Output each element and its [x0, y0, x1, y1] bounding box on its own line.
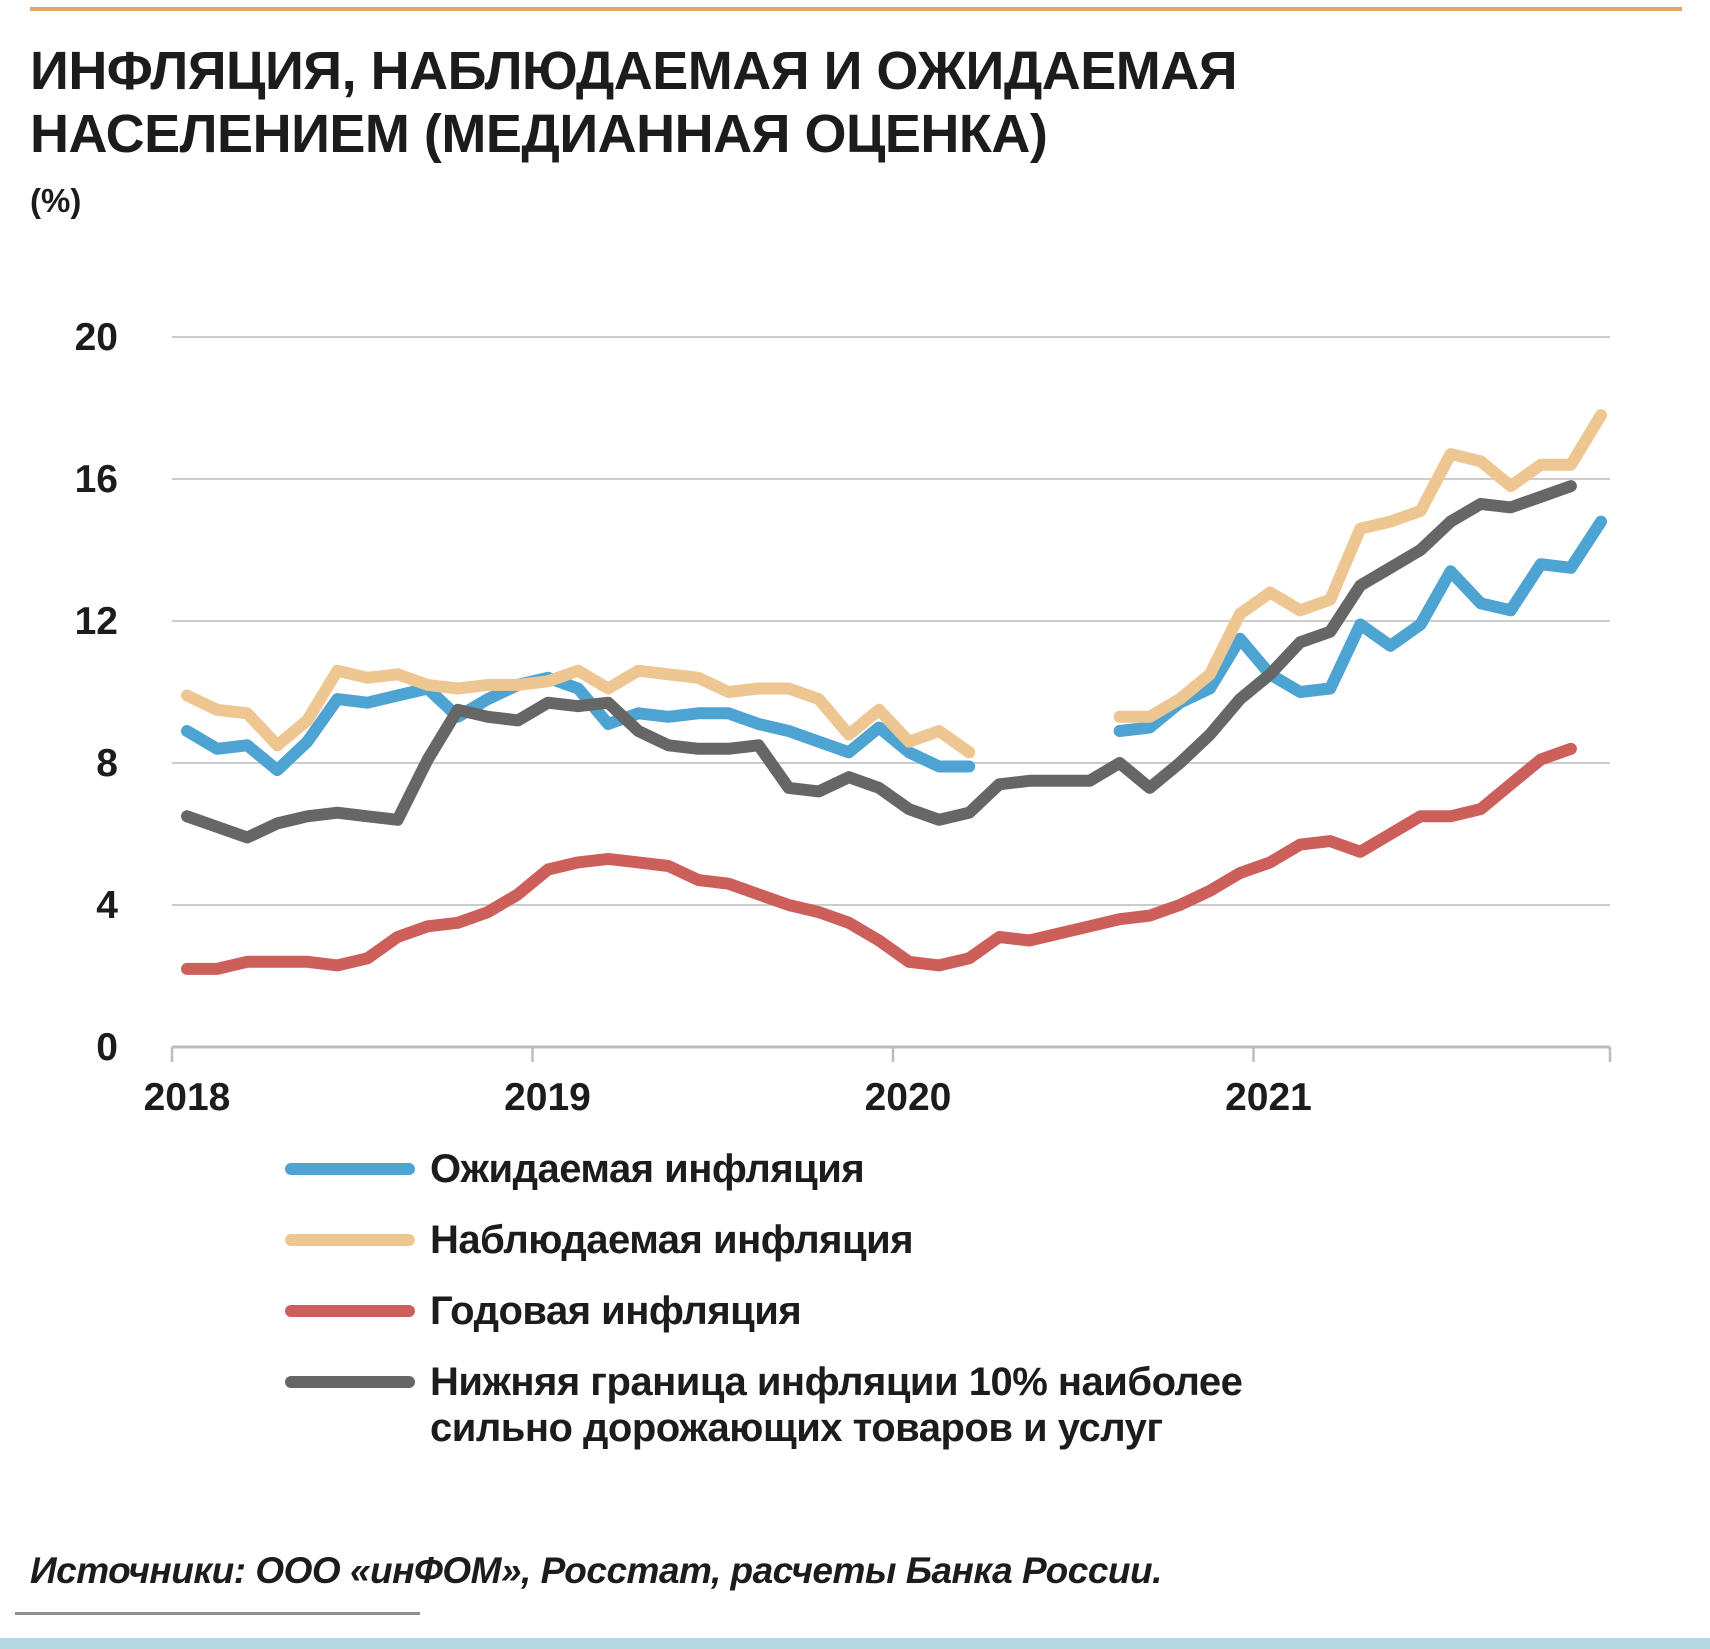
legend-item-observed: [285, 1217, 1385, 1263]
svg-text:4: 4: [96, 884, 118, 927]
legend-label-decile-bound: Нижняя граница инфляции 10% наиболее сильно дорожающих товаров и услуг: [430, 1360, 1243, 1450]
svg-text:20: 20: [74, 316, 118, 359]
legend-swatch-expected: [285, 1163, 415, 1175]
page-title-line1: ИНФЛЯЦИЯ, НАБЛЮДАЕМАЯ И ОЖИДАЕМАЯ: [30, 41, 1238, 101]
svg-text:8: 8: [96, 742, 118, 785]
legend-label-expected: Ожидаемая инфляция: [430, 1147, 865, 1191]
source-underline: [15, 1612, 420, 1615]
svg-text:0: 0: [96, 1026, 118, 1069]
unit-label: (%): [30, 182, 82, 219]
svg-text:2021: 2021: [1225, 1076, 1312, 1119]
svg-text:2020: 2020: [864, 1076, 952, 1119]
legend-item-expected: [285, 1146, 1385, 1192]
legend-label-annual: Годовая инфляция: [430, 1289, 802, 1333]
chart-legend: [285, 1146, 1385, 1476]
page-title-line2: НАСЕЛЕНИЕМ (МЕДИАННАЯ ОЦЕНКА): [30, 103, 1048, 164]
legend-item-decile-bound: [285, 1359, 1385, 1451]
source-note: Источники: ООО «инФОМ», Росстат, расчеты Банка России.: [30, 1550, 1162, 1591]
svg-text:16: 16: [74, 458, 118, 501]
svg-text:12: 12: [74, 600, 118, 643]
bottom-accent-bar: [0, 1638, 1710, 1649]
legend-label-observed: Наблюдаемая инфляция: [430, 1218, 914, 1262]
legend-swatch-observed: [285, 1234, 415, 1246]
svg-text:2019: 2019: [504, 1076, 591, 1119]
svg-text:2018: 2018: [143, 1076, 231, 1119]
legend-swatch-annual: [285, 1305, 415, 1317]
legend-item-annual: [285, 1288, 1385, 1334]
legend-swatch-decile-bound: [285, 1376, 415, 1388]
